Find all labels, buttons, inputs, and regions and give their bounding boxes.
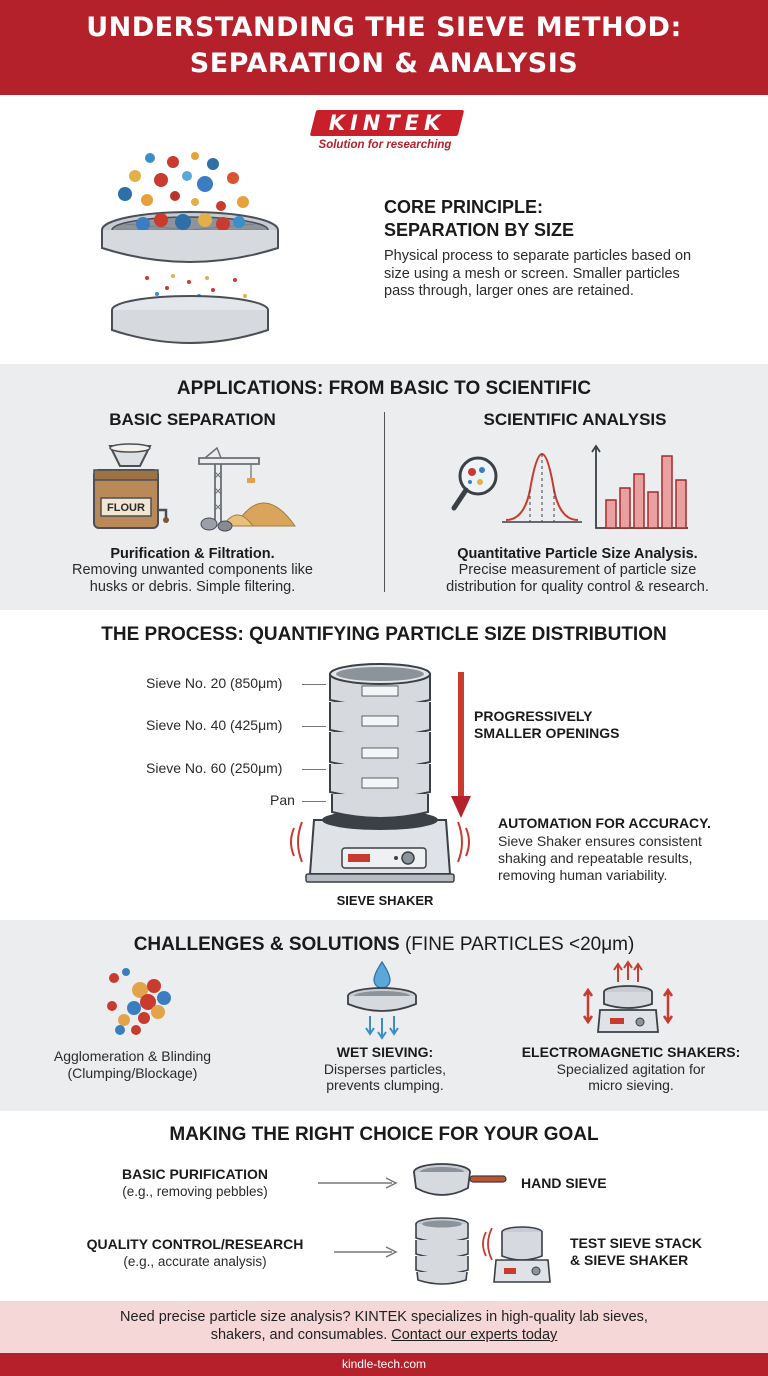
flour-sifter-icon <box>92 440 172 535</box>
logo-tagline: Solution for researching <box>318 139 452 151</box>
logo-brand: KINTEK <box>328 111 446 135</box>
site-url-bar: kindle-tech.com <box>0 1353 768 1376</box>
hand-sieve-icon <box>410 1158 510 1204</box>
challenges-title: CHALLENGES & SOLUTIONS (FINE PARTICLES <20μm) <box>133 934 635 955</box>
kintek-logo <box>305 108 465 158</box>
electromagnetic-shaker-icon <box>578 962 678 1040</box>
footer-text: Need precise particle size analysis? KINTEK specializes in high-quality lab sieves, shakers, and consumables. Contact our experts today <box>120 1309 648 1343</box>
progressive-arrow-icon <box>451 672 471 822</box>
falling-particles <box>118 152 249 211</box>
page-title-line2: SEPARATION & ANALYSIS <box>189 48 579 79</box>
arrow-right-icon <box>318 1177 398 1189</box>
page-title-line1: UNDERSTANDING THE SIEVE METHOD: <box>86 12 682 43</box>
construction-crane-icon <box>195 444 310 532</box>
page-header <box>0 0 768 95</box>
option-quality-control: QUALITY CONTROL/RESEARCH (e.g., accurate analysis) <box>86 1236 304 1269</box>
sieve-shaker-caption: SIEVE SHAKER <box>336 893 434 908</box>
flour-label: FLOUR <box>107 502 145 514</box>
process-title: THE PROCESS: QUANTIFYING PARTICLE SIZE DISTRIBUTION <box>101 624 667 645</box>
tool-test-sieve-stack: TEST SIEVE STACK & SIEVE SHAKER <box>570 1235 702 1268</box>
sieve-label-20: Sieve No. 20 (850μm) <box>146 675 283 691</box>
contact-experts-link[interactable]: Contact our experts today <box>391 1327 558 1343</box>
column-divider <box>384 412 385 592</box>
basic-separation-bold: Purification & Filtration. <box>110 546 275 562</box>
core-principle-text: Physical process to separate particles based on size using a mesh or screen. Smaller particles pass through, larger ones are retained. <box>384 248 692 299</box>
scientific-analysis-heading: SCIENTIFIC ANALYSIS <box>483 410 667 429</box>
sieve-shaker-small-icon <box>480 1222 560 1286</box>
magnifier-distribution-icon <box>450 450 590 530</box>
basic-separation-heading: BASIC SEPARATION <box>109 410 276 429</box>
wet-sieving-icon <box>342 962 422 1040</box>
agglomeration-icon <box>100 968 180 1038</box>
test-sieve-stack-icon <box>412 1216 472 1286</box>
progressive-smaller-label: PROGRESSIVELY SMALLER OPENINGS <box>474 708 620 741</box>
applications-title: APPLICATIONS: FROM BASIC TO SCIENTIFIC <box>176 378 592 399</box>
scientific-analysis-text: Precise measurement of particle size distribution for quality control & research. <box>446 562 709 595</box>
tool-hand-sieve: HAND SIEVE <box>521 1175 607 1191</box>
core-principle-title: CORE PRINCIPLE: SEPARATION BY SIZE <box>384 197 575 240</box>
automation-text: Sieve Shaker ensures consistent shaking and repeatable results, removing human variability. <box>498 833 702 883</box>
basic-separation-text: Removing unwanted components like husks or debris. Simple filtering. <box>72 562 313 595</box>
arrow-right-icon <box>334 1246 398 1258</box>
sieve-label-40: Sieve No. 40 (425μm) <box>146 717 283 733</box>
scientific-analysis-bold: Quantitative Particle Size Analysis. <box>457 546 698 562</box>
choice-title: MAKING THE RIGHT CHOICE FOR YOUR GOAL <box>169 1124 599 1145</box>
solution-wet-sieving: WET SIEVING: Disperses particles, prevents clumping. <box>323 1044 447 1093</box>
sieve-illustration <box>95 150 295 360</box>
option-basic-purification: BASIC PURIFICATION (e.g., removing pebbles) <box>122 1166 268 1199</box>
pan-label: Pan <box>270 792 295 808</box>
histogram-icon <box>592 444 692 532</box>
sieve-label-60: Sieve No. 60 (250μm) <box>146 760 283 776</box>
challenge-agglomeration: Agglomeration & Blinding (Clumping/Blockage) <box>53 1048 212 1081</box>
automation-bold: AUTOMATION FOR ACCURACY. <box>498 815 711 831</box>
solution-electromagnetic: ELECTROMAGNETIC SHAKERS: Specialized agitation for micro sieving. <box>521 1044 741 1093</box>
